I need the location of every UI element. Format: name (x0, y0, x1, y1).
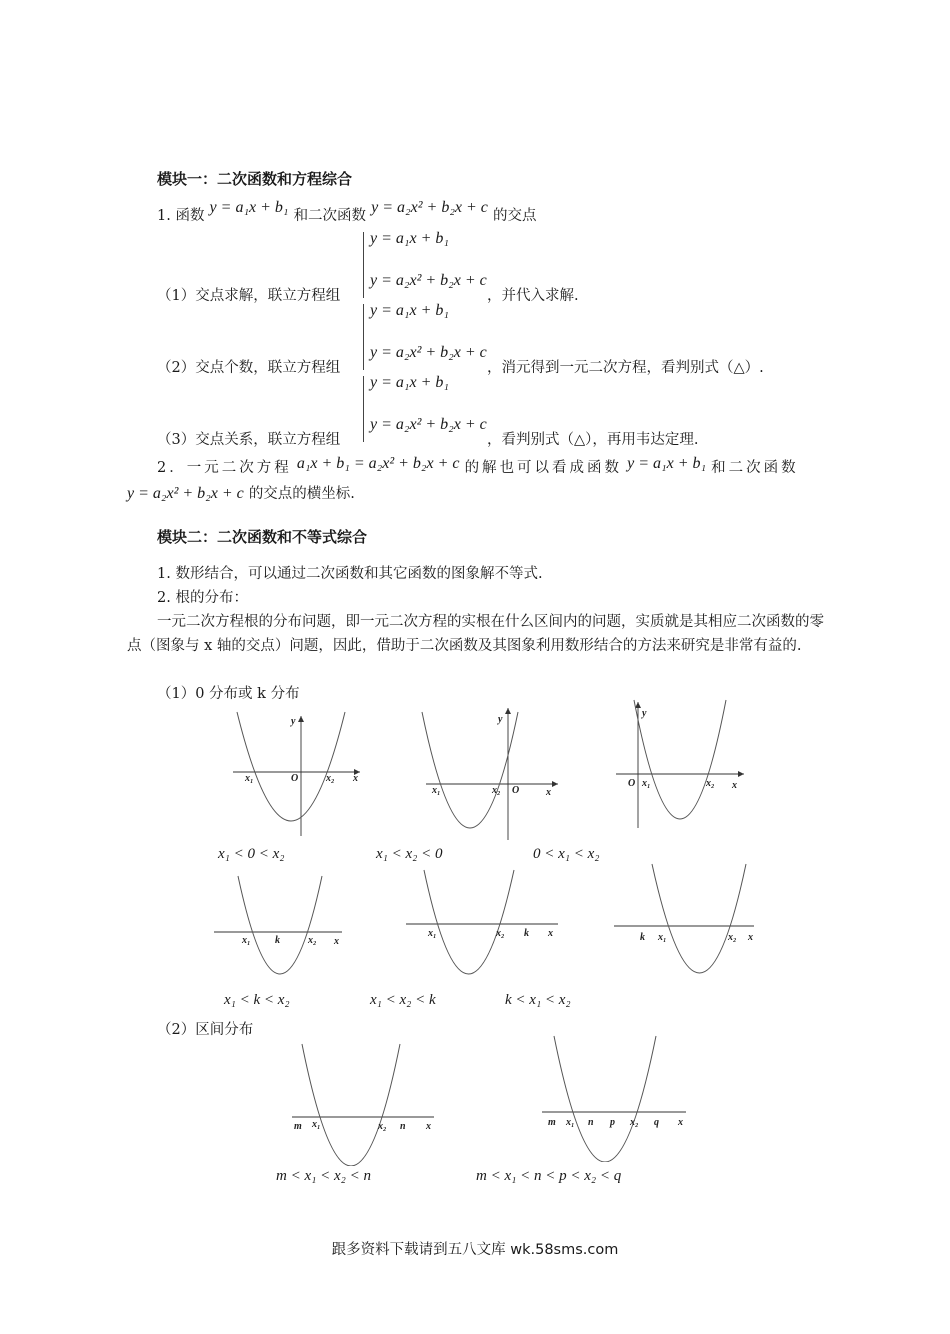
parabola-curve (634, 700, 726, 819)
parabola-curve (424, 870, 514, 974)
graph-x1-lt-x2-lt-k (404, 868, 564, 988)
y-axis-arrow-icon (298, 716, 304, 722)
x1-label: x₁ (432, 785, 441, 796)
footer-download-link[interactable]: 跟多资料下载请到五八文库 wk.58sms.com (331, 1242, 619, 1258)
q-label: q (654, 1117, 659, 1128)
origin-label: O (291, 773, 299, 784)
module1-item1 (157, 199, 537, 225)
parabola-curve (652, 864, 746, 973)
origin-label: O (512, 785, 520, 796)
k-label: k (275, 935, 280, 946)
system3-eq1: y = a₁x + b₁ (370, 374, 449, 391)
caption-x1-lt-0-lt-x2: x₁ < 0 < x₂ (218, 846, 285, 862)
graph-k-lt-x1-lt-x2 (610, 862, 760, 988)
item1-prefix: 1. 函数 (157, 208, 205, 224)
n-label: n (400, 1121, 406, 1132)
x-label: x (353, 773, 358, 784)
module1-item2-line2 (127, 482, 355, 503)
y-label: y (291, 716, 296, 727)
sub2-label: （2）交点个数，联立方程组 (157, 360, 341, 376)
module1-heading: 模块一：二次函数和方程综合 (157, 170, 353, 188)
graph-x1-lt-x2-lt-0 (418, 704, 568, 844)
x-label: x (732, 780, 737, 791)
x2-label: x₂ (496, 928, 505, 939)
item1-quadratic-function: y = a₂x² + b₂x + c (371, 199, 488, 216)
item2-mid2: 和二次函数 (711, 460, 799, 476)
x1-label: x₁ (566, 1117, 575, 1128)
sub3-suffix: ，看判别式（△），再用韦达定理. (487, 432, 699, 448)
item2-prefix: 2．一元二次方程 (157, 460, 292, 476)
graph-m-lt-x1-lt-n-lt-p-lt-x2-lt-q (540, 1034, 690, 1162)
item1-mid: 和二次函数 (293, 208, 367, 224)
x2-label: x₂ (326, 773, 335, 784)
root-distribution-paragraph: 一元二次方程根的分布问题，即一元二次方程的实根在什么区间内的问题，实质就是其相应二次函数的零点（图象与 x 轴的交点）问题，因此，借助于二次函数及其图象利用数形结合的方法来研究是非常有益的. (127, 614, 824, 654)
x-axis-arrow-icon (738, 771, 744, 777)
y-axis-arrow-icon (505, 708, 511, 714)
graph-x1-lt-k-lt-x2 (210, 872, 360, 992)
item1-linear-function: y = a₁x + b₁ (209, 199, 289, 216)
parabola-curve (238, 876, 322, 974)
sub3-label: （3）交点关系，联立方程组 (157, 432, 341, 448)
x-label: x (426, 1121, 431, 1132)
m-label: m (294, 1121, 302, 1132)
origin-label: O (628, 778, 636, 789)
x-label: x (548, 928, 553, 939)
x2-label: x₂ (378, 1121, 387, 1132)
item2-linear-function: y = a₁x + b₁ (627, 455, 707, 472)
system1-eq2: y = a₂x² + b₂x + c (370, 272, 487, 289)
x2-label: x₂ (630, 1117, 639, 1128)
sub1-suffix: ，并代入求解. (487, 288, 579, 304)
x1-label: x₁ (312, 1119, 321, 1130)
module2-heading: 模块二：二次函数和不等式综合 (157, 528, 368, 546)
graph-m-lt-x1-lt-x2-lt-n (288, 1042, 438, 1166)
sub-zero-k-distribution: （1）0 分布或 k 分布 (157, 686, 300, 702)
x1-label: x₁ (245, 773, 254, 784)
module2-item1: 1. 数形结合，可以通过二次函数和其它函数的图象解不等式. (157, 566, 543, 582)
m-label: m (548, 1117, 556, 1128)
system-brace-3 (363, 376, 368, 442)
module1-item2-line1 (157, 456, 799, 477)
x-label: x (678, 1117, 683, 1128)
x1-label: x₁ (428, 928, 437, 939)
system3-eq2: y = a₂x² + b₂x + c (370, 416, 487, 433)
x-axis-arrow-icon (552, 781, 558, 787)
item2-mid: 的解也可以看成函数 (464, 460, 623, 476)
graph-0-lt-x1-lt-x2 (612, 698, 762, 833)
x2-label: x₂ (706, 778, 715, 789)
system-brace-1 (363, 232, 368, 298)
n-label: n (588, 1117, 594, 1128)
system2-eq1: y = a₁x + b₁ (370, 302, 449, 319)
k-label: k (524, 928, 529, 939)
item2-suffix: 的交点的横坐标. (248, 486, 355, 502)
parabola-curve (554, 1036, 656, 1162)
x-label: x (546, 787, 551, 798)
sub1-label: （1）交点求解，联立方程组 (157, 288, 341, 304)
system2-eq2: y = a₂x² + b₂x + c (370, 344, 487, 361)
graph-x1-lt-0-lt-x2 (225, 708, 375, 843)
parabola-curve (302, 1044, 400, 1166)
module2-item2: 2. 根的分布： (157, 590, 248, 606)
x1-label: x₁ (642, 778, 651, 789)
system1-eq1: y = a₁x + b₁ (370, 230, 449, 247)
x2-label: x₂ (308, 935, 317, 946)
x2-label: x₂ (728, 932, 737, 943)
x-label: x (748, 932, 753, 943)
y-label: y (498, 714, 503, 725)
item1-suffix: 的交点 (492, 208, 537, 224)
item2-equation: a₁x + b₁ = a₂x² + b₂x + c (296, 455, 460, 472)
k-label: k (640, 932, 645, 943)
parabola-curve (237, 712, 345, 821)
caption-x1-lt-x2-lt-0: x₁ < x₂ < 0 (376, 846, 443, 862)
caption-0-lt-x1-lt-x2: 0 < x₁ < x₂ (533, 846, 600, 862)
x2-label: x₂ (492, 785, 501, 796)
caption-k-lt-x1-lt-x2: k < x₁ < x₂ (505, 992, 571, 1008)
p-label: p (610, 1117, 615, 1128)
sub-interval-distribution: （2）区间分布 (157, 1022, 254, 1038)
caption-x1-lt-x2-lt-k: x₁ < x₂ < k (370, 992, 436, 1008)
item2-quadratic-function: y = a₂x² + b₂x + c (127, 485, 244, 502)
caption-m-lt-x1-lt-x2-lt-n: m < x₁ < x₂ < n (276, 1168, 371, 1184)
system-brace-2 (363, 304, 368, 370)
caption-x1-lt-k-lt-x2: x₁ < k < x₂ (224, 992, 290, 1008)
x-label: x (334, 936, 339, 947)
y-label: y (642, 708, 647, 719)
parabola-curve (422, 712, 518, 828)
x1-label: x₁ (658, 932, 667, 943)
x1-label: x₁ (242, 935, 251, 946)
sub2-suffix: ，消元得到一元二次方程，看判别式（△）. (487, 360, 764, 376)
caption-m-lt-x1-lt-n-lt-p-lt-x2-lt-q: m < x₁ < n < p < x₂ < q (476, 1168, 622, 1184)
